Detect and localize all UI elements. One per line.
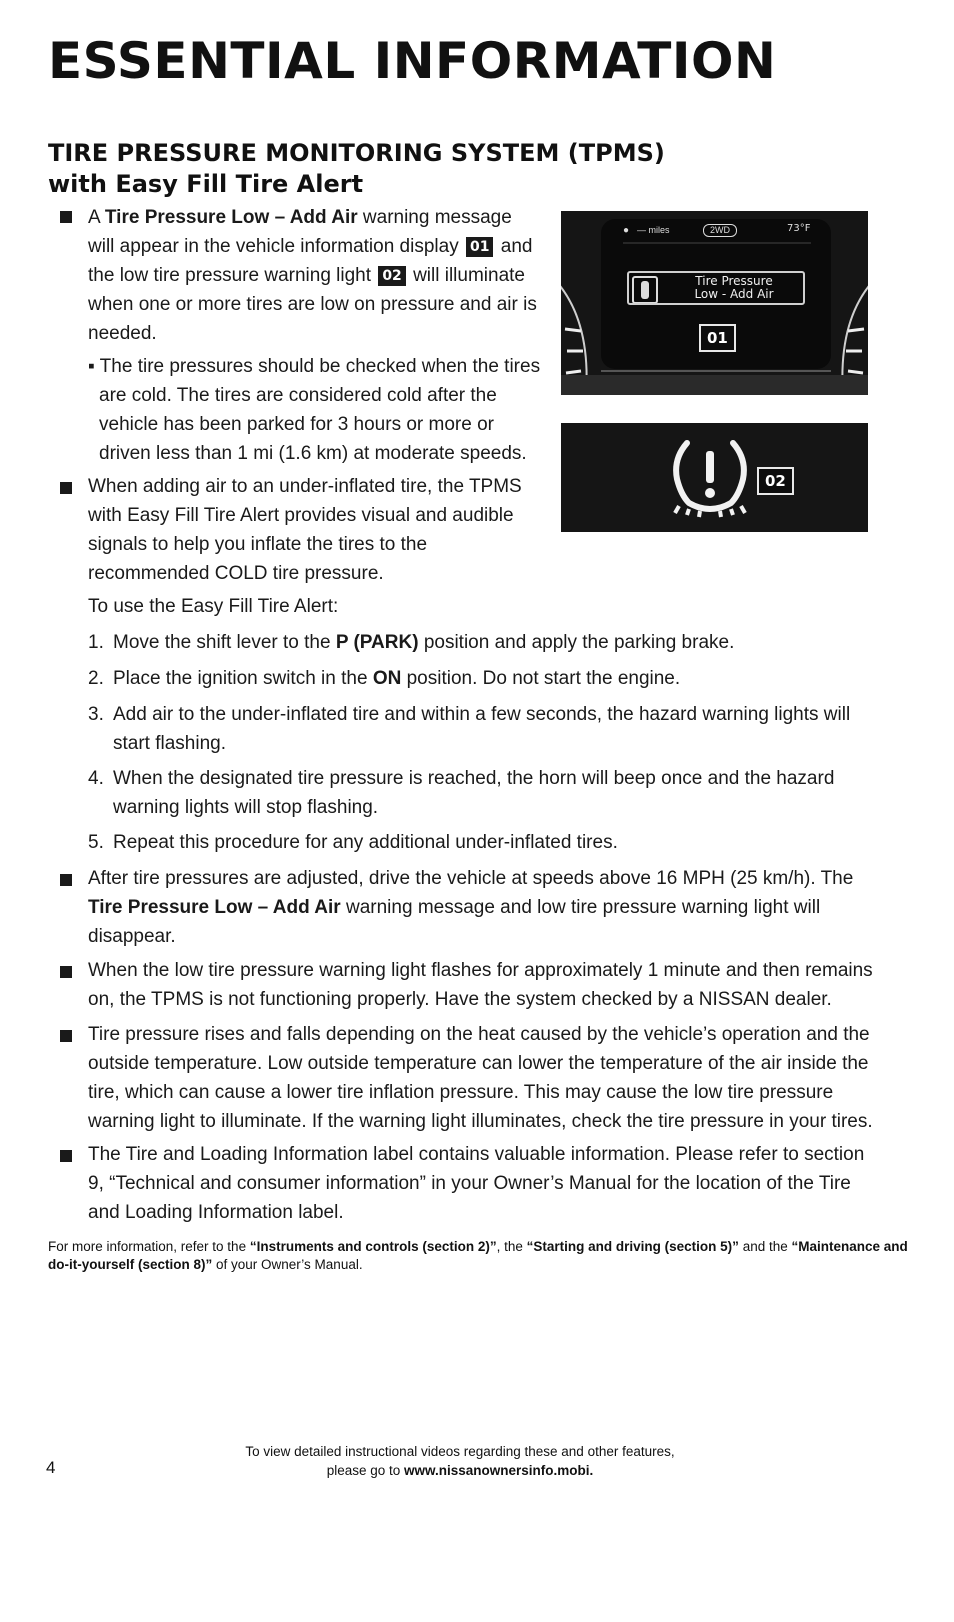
trip-readout: — miles [637,225,670,235]
page-title: ESSENTIAL INFORMATION [48,32,777,90]
bullet-marker [60,966,72,978]
text: For more information, refer to the [48,1239,250,1254]
bold-reference: “Maintenance and do-it-yourself (section 8)” [48,1239,908,1272]
text: position and apply the parking brake. [418,632,735,653]
text: warning message and low tire pressure warning light will disappear. [88,897,821,947]
text: , the [496,1239,527,1254]
section-title [48,138,665,200]
step-number: 2. [88,668,104,689]
outside-temperature: 73°F [787,223,811,234]
text: and the [738,1239,792,1254]
step-text: Add air to the under-inflated tire and within a few seconds, the hazard warning lights will start flashing. [113,704,851,754]
callout-tag-02: 02 [378,266,405,286]
text: will illuminate when one or more tires are low on pressure and air is needed. [88,265,537,344]
bullet-marker [60,1150,72,1162]
text: please go to [326,1463,405,1478]
bold-reference: “Starting and driving (section 5)” [526,1239,739,1254]
callout-tag-01: 01 [466,237,493,257]
video-link-note [200,1442,720,1480]
step-number: 5. [88,832,104,853]
text: of your Owner’s Manual. [212,1257,363,1272]
bullet-marker [60,1030,72,1042]
bullet-marker [60,874,72,886]
tpms-warning-icon [665,433,755,523]
intro-text: To use the Easy Fill Tire Alert: [88,596,339,617]
step-number: 3. [88,704,104,725]
page-number: 4 [46,1458,56,1477]
section-title-line1: TIRE PRESSURE MONITORING SYSTEM (TPMS) [48,139,665,167]
drive-mode-indicator: 2WD [703,224,737,237]
text: warning message will appear in the vehicle information display [88,207,512,257]
bullet-paragraph-6: The Tire and Loading Information label contains valuable information. Please refer to section 9, “Technical and consumer information” in your Owner’s Manual for the location of the Tire and Loading Information label. [88,1144,865,1223]
step-number: 1. [88,632,104,653]
website-link[interactable]: www.nissanownersinfo.mobi. [404,1463,594,1478]
bullet-marker [60,482,72,494]
step-text: Repeat this procedure for any additional under-inflated tires. [113,832,618,853]
sub-bullet-paragraph: ▪ The tire pressures should be checked when the tires are cold. The tires are considered cold after the vehicle has been parked for 3 hours or more or driven less than 1 mi (1.6 km) at moderate speeds. [88,356,541,464]
step-text: When the designated tire pressure is reached, the horn will beep once and the hazard warning lights will stop flashing. [113,768,835,818]
text: To view detailed instructional videos regarding these and other features, [245,1444,675,1459]
bullet-paragraph-1 [88,203,543,348]
bold-term: P (PARK) [335,632,419,653]
callout-01: 01 [699,324,736,352]
fuel-icon: ● [623,225,630,236]
text: and the low tire pressure warning light [88,236,533,286]
vehicle-information-display-image [561,211,868,395]
bullet-paragraph-4: When the low tire pressure warning light flashes for approximately 1 minute and then remains on, the TPMS is not functioning properly. Have the system checked by a NISSAN dealer. [88,960,873,1010]
tire-pressure-message [627,271,805,305]
reference-note [48,1238,908,1274]
callout-02: 02 [757,467,794,495]
bold-term: Tire Pressure Low – Add Air [88,897,341,918]
step-number: 4. [88,768,104,789]
text: Place the ignition switch in the [113,668,373,689]
bullet-paragraph-5: Tire pressure rises and falls depending on the heat caused by the vehicle’s operation and the outside temperature. Low outside temperature can lower the temperature of the air inside the tire, which can cause a lower tire inflation pressure. This may cause the low tire pressure warning light to illuminate. If the warning light illuminates, check the tire pressure in your tires. [88,1024,873,1132]
bullet-paragraph-2: When adding air to an under-inflated tire, the TPMS with Easy Fill Tire Alert provides visual and audible signals to help you inflate the tires to the recommended COLD tire pressure. [88,476,522,584]
text: After tire pressures are adjusted, drive the vehicle at speeds above 16 MPH (25 km/h). The [88,868,854,889]
text: A [88,207,105,228]
section-title-line2: with Easy Fill Tire Alert [48,170,364,198]
bold-term: Tire Pressure Low – Add Air [104,207,358,228]
message-line-2: Low - Add Air [694,287,774,301]
text: Move the shift lever to the [113,632,336,653]
bold-term: ON [372,668,402,689]
bullet-paragraph-3 [88,864,888,951]
message-line-1: Tire Pressure [695,274,773,288]
bold-reference: “Instruments and controls (section 2)” [249,1239,497,1254]
low-tire-pressure-warning-light-image [561,423,868,532]
bullet-marker [60,211,72,223]
text: position. Do not start the engine. [401,668,681,689]
